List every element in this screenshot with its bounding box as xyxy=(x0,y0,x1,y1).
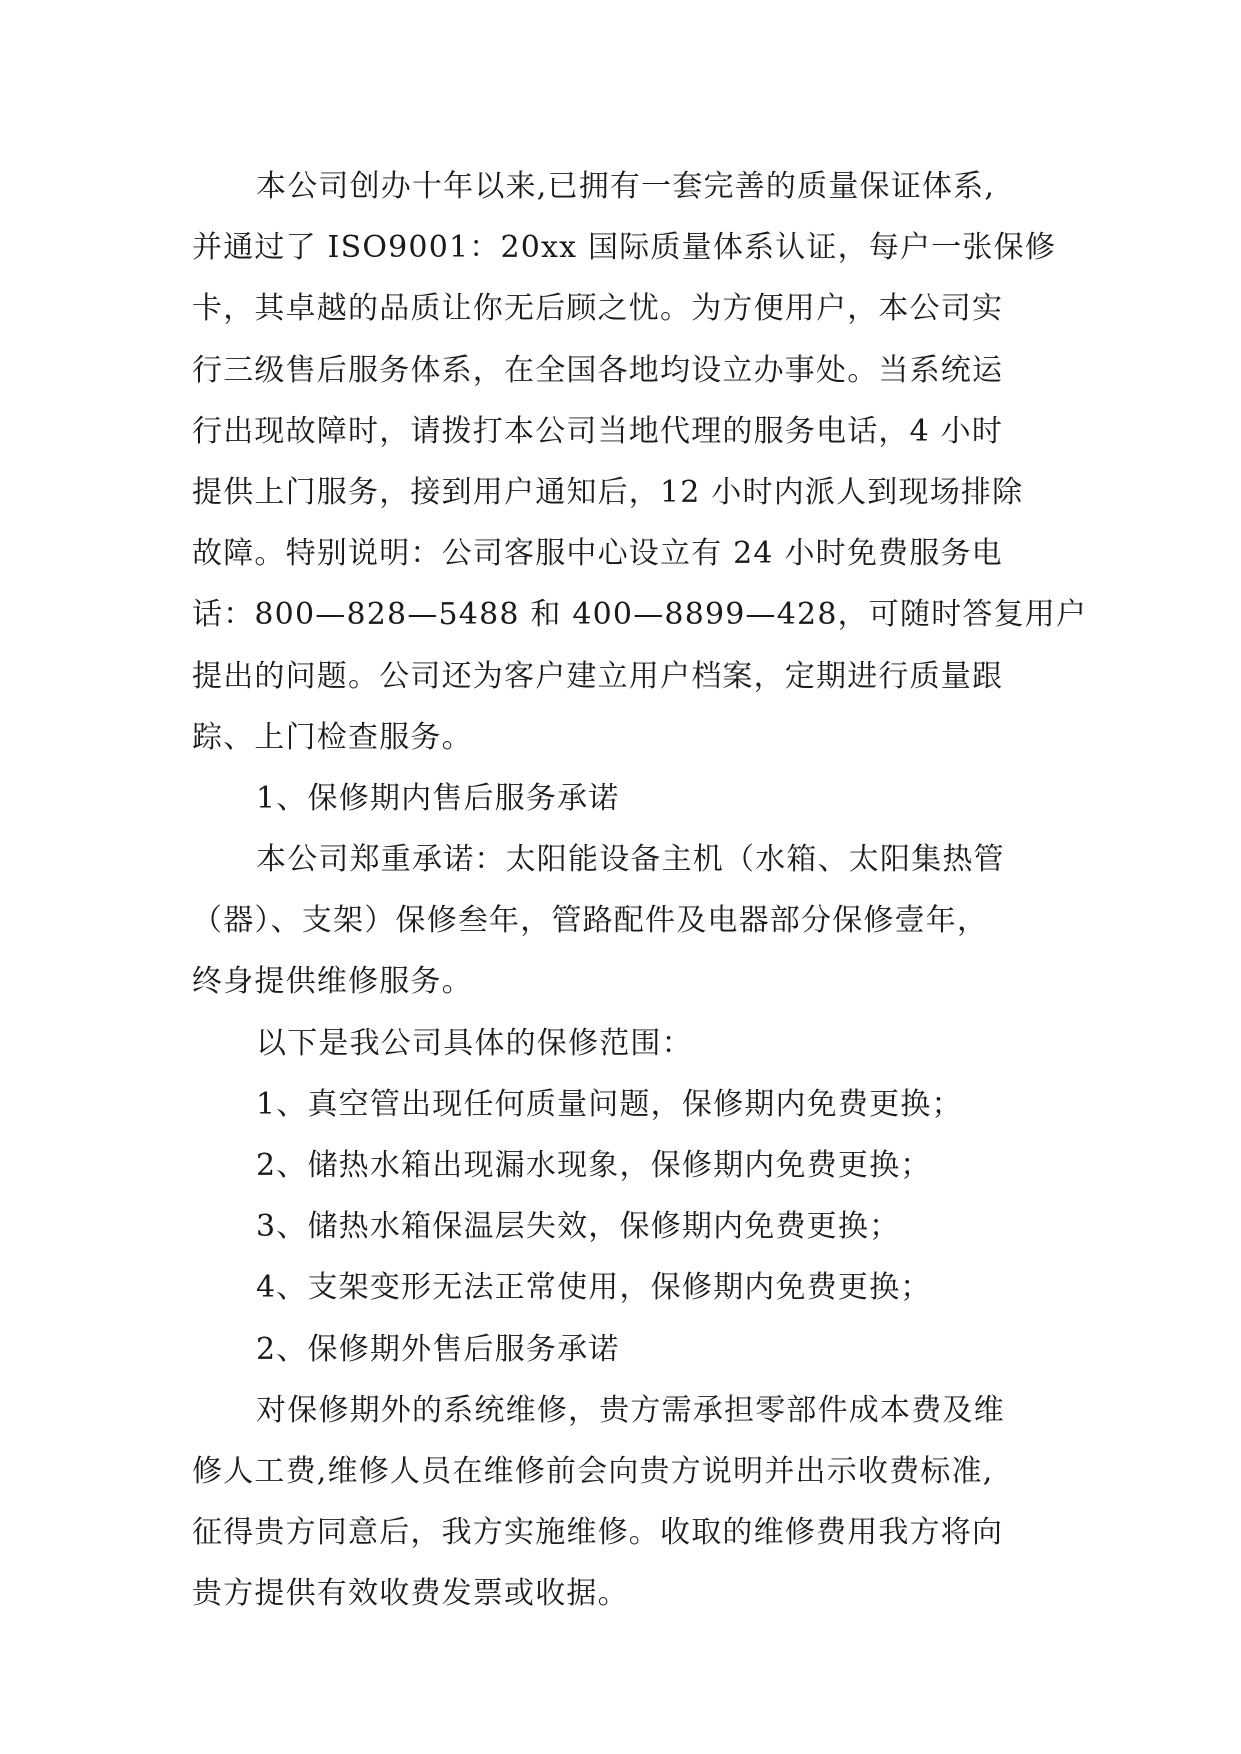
paragraph-out-warranty-line-1: 对保修期外的系统维修，贵方需承担零部件成本费及维 xyxy=(256,1392,1005,1428)
paragraph-quality-line-7: 故障。特别说明：公司客服中心设立有 24 小时免费服务电 xyxy=(192,536,1003,572)
section-heading-warranty-in: 1、保修期内售后服务承诺 xyxy=(256,780,620,816)
paragraph-quality-line-9: 提出的问题。公司还为客户建立用户档案，定期进行质量跟 xyxy=(192,658,1004,694)
list-item-scope-2: 2、储热水箱出现漏水现象，保修期内免费更换； xyxy=(256,1148,932,1183)
list-item-scope-1: 1、真空管出现任何质量问题，保修期内免费更换； xyxy=(256,1086,963,1122)
paragraph-quality-line-4: 行三级售后服务体系，在全国各地均设立办事处。当系统运 xyxy=(192,352,1004,388)
paragraph-promise-line-2: （器）、支架）保修叁年，管路配件及电器部分保修壹年， xyxy=(192,903,989,939)
paragraph-out-warranty-line-2: 修人工费,维修人员在维修前会向贵方说明并出示收费标准, xyxy=(192,1453,994,1489)
document-body xyxy=(192,156,1088,1625)
list-item-scope-3: 3、储热水箱保温层失效，保修期内免费更换； xyxy=(256,1209,901,1245)
paragraph-quality-line-6: 提供上门服务，接到用户通知后，12 小时内派人到现场排除 xyxy=(192,474,1024,510)
paragraph-promise-line-1: 本公司郑重承诺：太阳能设备主机（水箱、太阳集热管 xyxy=(256,842,1005,878)
section-heading-warranty-out: 2、保修期外售后服务承诺 xyxy=(256,1331,620,1367)
paragraph-out-warranty-line-4: 贵方提供有效收费发票或收据。 xyxy=(192,1576,629,1612)
paragraph-quality-line-5: 行出现故障时，请拨打本公司当地代理的服务电话，4 小时 xyxy=(192,413,1004,449)
paragraph-quality-line-10: 踪、上门检查服务。 xyxy=(192,719,473,755)
list-item-scope-4: 4、支架变形无法正常使用，保修期内免费更换； xyxy=(256,1270,932,1306)
paragraph-out-warranty-line-3: 征得贵方同意后，我方实施维修。收取的维修费用我方将向 xyxy=(192,1515,1004,1551)
paragraph-quality-line-1: 本公司创办十年以来,已拥有一套完善的质量保证体系, xyxy=(256,169,996,204)
paragraph-quality-line-3: 卡，其卓越的品质让你无后顾之忧。为方便用户，本公司实 xyxy=(192,291,1004,327)
paragraph-quality-line-8: 话：800—828—5488 和 400—8899—428，可随时答复用户 xyxy=(192,597,1088,633)
paragraph-scope-intro: 以下是我公司具体的保修范围： xyxy=(256,1025,693,1061)
paragraph-promise-line-3: 终身提供维修服务。 xyxy=(192,964,473,1000)
paragraph-quality-line-2: 并通过了 ISO9001：20xx 国际质量体系认证，每户一张保修 xyxy=(192,230,1057,266)
